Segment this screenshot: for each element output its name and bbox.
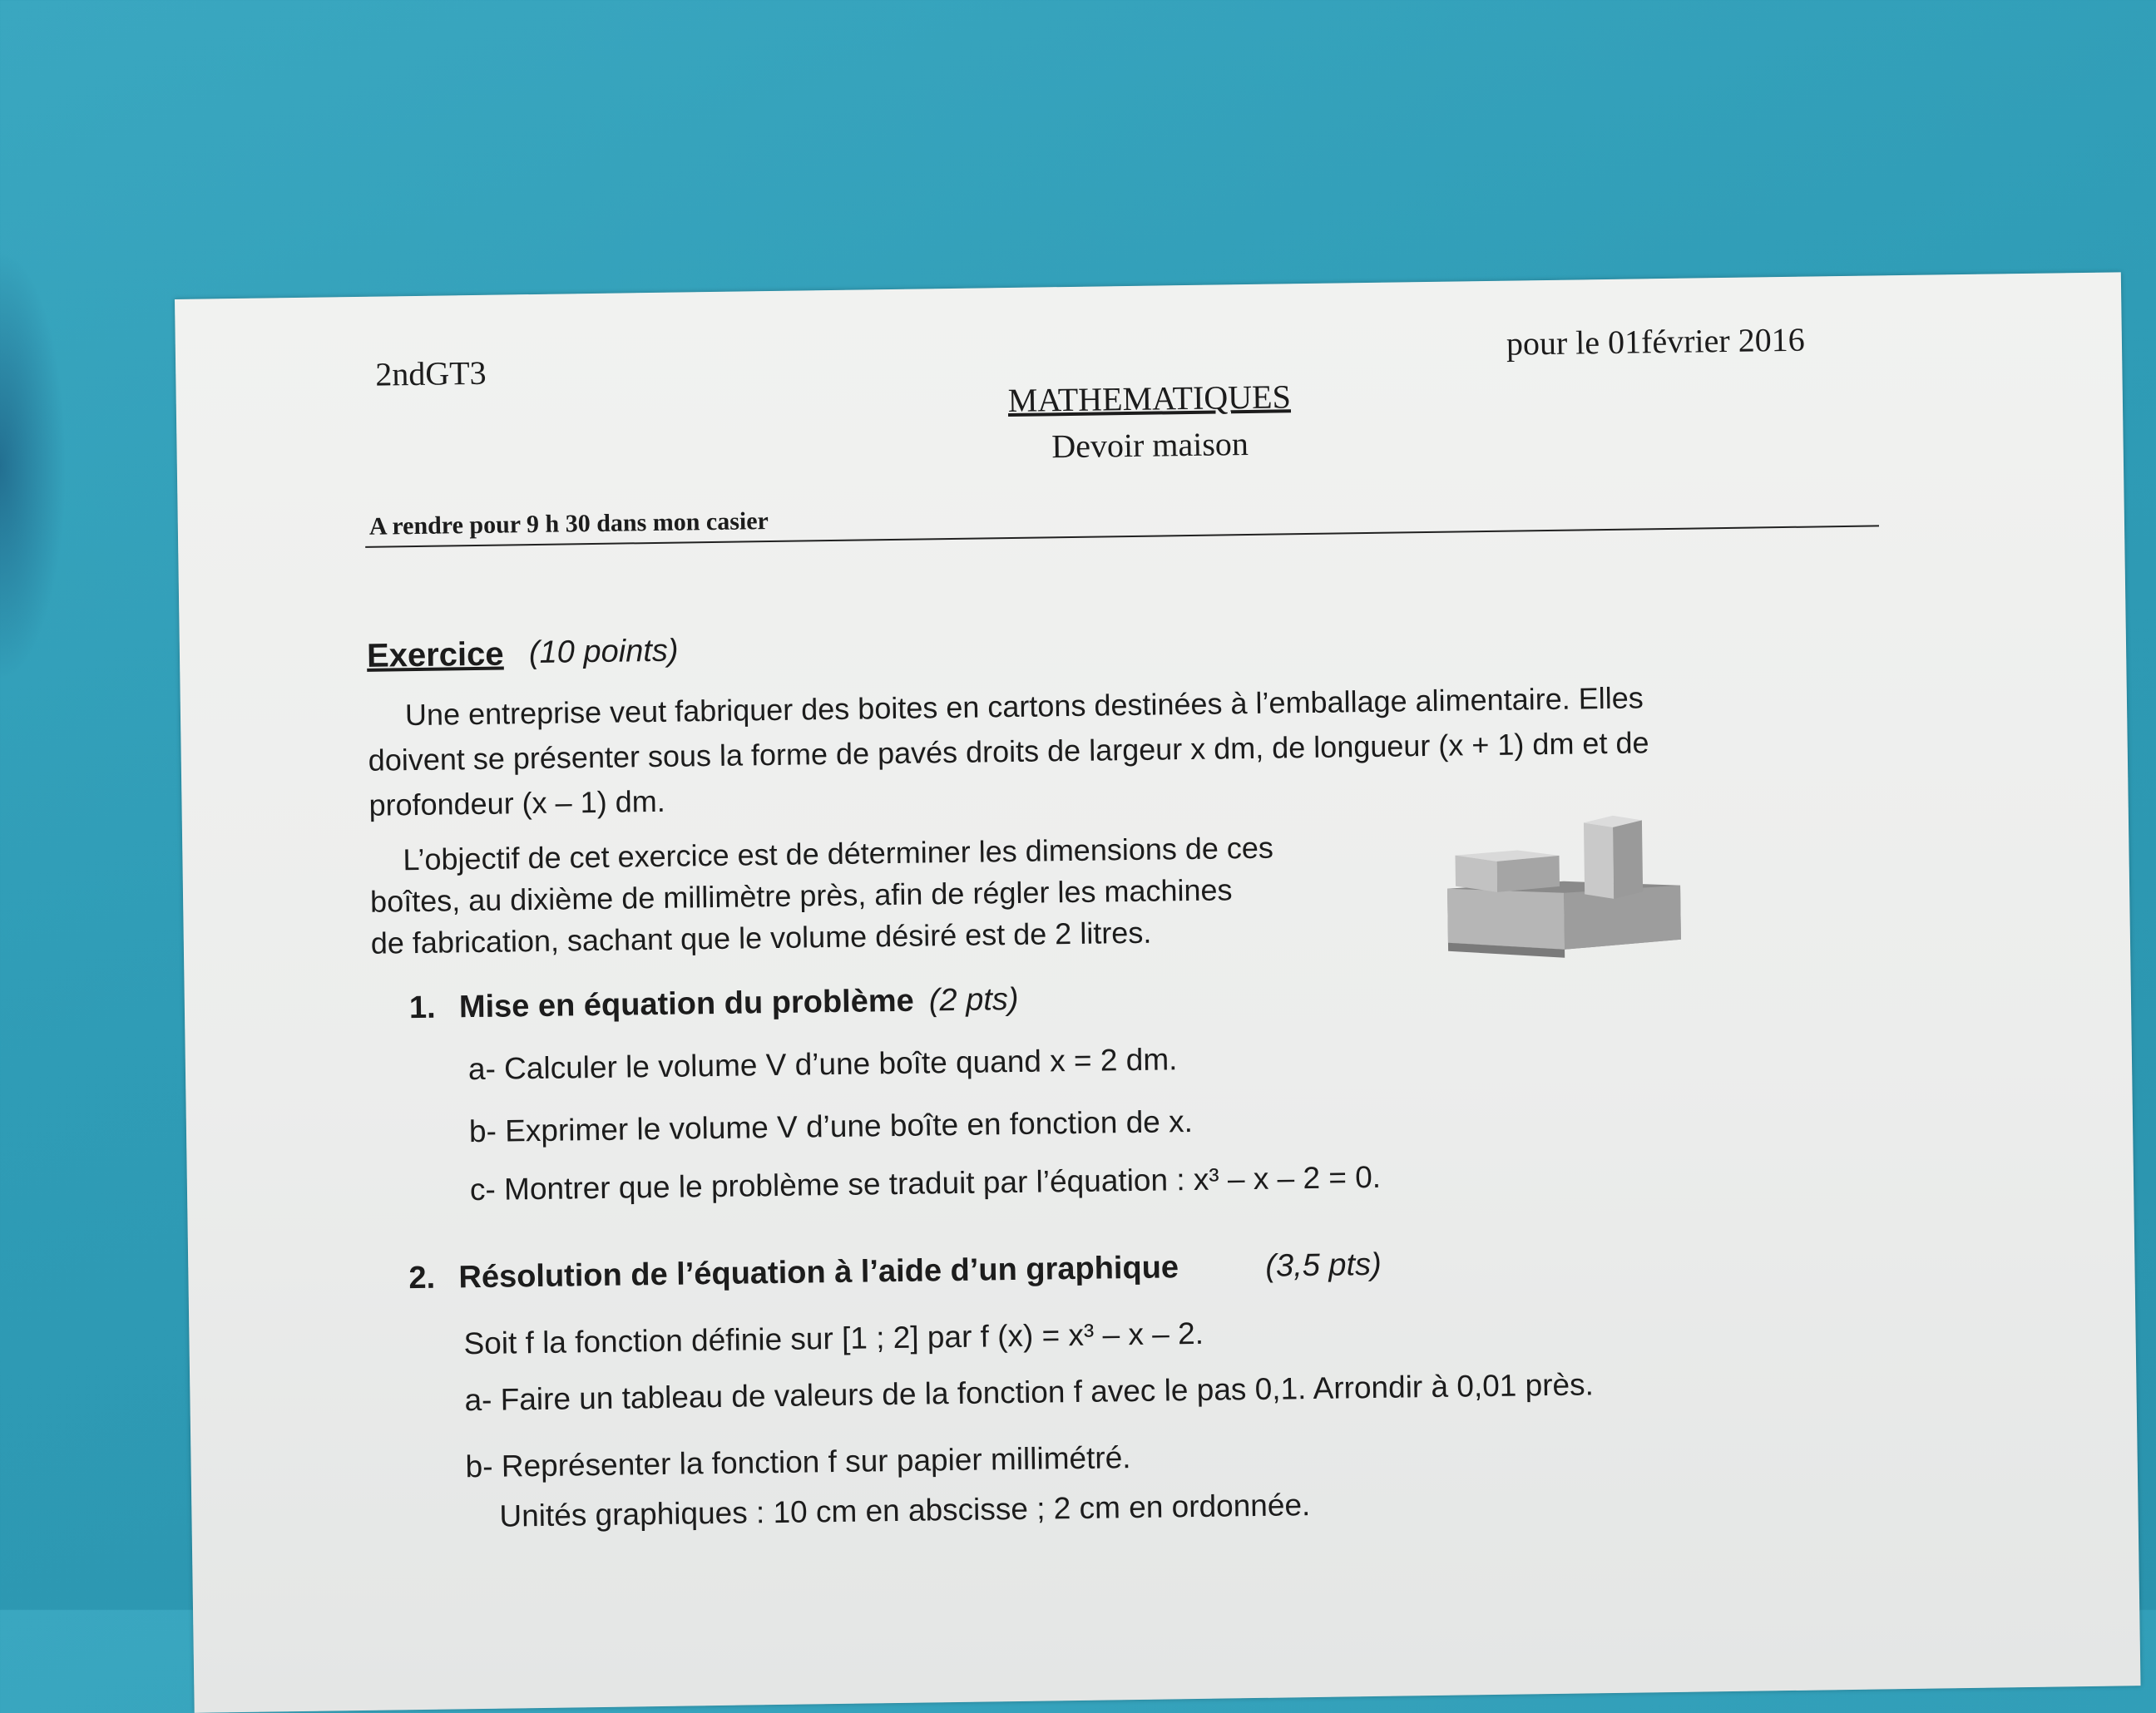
- objective-line-3: de fabrication, sachant que le volume désiré est de 2 litres.: [370, 915, 1152, 960]
- exercise-points: (10 points): [528, 633, 679, 671]
- section-2-points: (3,5 pts): [1265, 1246, 1382, 1284]
- background-shadow: [0, 249, 67, 682]
- section-1-item-a: a- Calculer le volume V d’une boîte quand x = 2 dm.: [467, 1042, 1178, 1087]
- class-code: 2ndGT3: [374, 353, 487, 393]
- section-1-title: Mise en équation du problème: [458, 983, 915, 1025]
- document-type: Devoir maison: [1051, 424, 1249, 466]
- objective-line-2: boîtes, au dixième de millimètre près, afin de régler les machines: [369, 872, 1233, 919]
- section-2-title: Résolution de l’équation à l’aide d’un graphique: [458, 1250, 1179, 1296]
- intro-line-1: Une entreprise veut fabriquer des boites en cartons destinées à l’emballage alimentaire. Elles: [404, 680, 1644, 733]
- section-2-number: 2.: [408, 1260, 436, 1296]
- submission-instruction: A rendre pour 9 h 30 dans mon casier: [368, 507, 769, 541]
- cardboard-boxes-illustration: [1438, 807, 1690, 989]
- due-date: pour le 01février 2016: [1506, 320, 1805, 363]
- section-1-points: (2 pts): [928, 981, 1019, 1019]
- section-2-item-b: b- Représenter la fonction f sur papier millimétré.: [465, 1440, 1131, 1484]
- section-1-item-c: c- Montrer que le problème se traduit par l’équation : x³ – x – 2 = 0.: [469, 1159, 1382, 1207]
- section-2-definition: Soit f la fonction définie sur [1 ; 2] par f (x) = x³ – x – 2.: [463, 1316, 1204, 1361]
- section-2-item-a: a- Faire un tableau de valeurs de la fonction f avec le pas 0,1. Arrondir à 0,01 près.: [464, 1367, 1595, 1418]
- section-1-item-b: b- Exprimer le volume V d’une boîte en fonction de x.: [468, 1104, 1194, 1149]
- homework-sheet: [175, 272, 2141, 1713]
- objective-line-1: L’objectif de cet exercice est de déterminer les dimensions de ces: [403, 830, 1274, 877]
- intro-line-2: doivent se présenter sous la forme de pavés droits de largeur x dm, de longueur (x + 1) dm et de: [368, 725, 1649, 778]
- section-2-units: Unités graphiques : 10 cm en abscisse ; 2 cm en ordonnée.: [499, 1488, 1311, 1533]
- subject-title: MATHEMATIQUES: [1007, 378, 1292, 420]
- exercise-title: Exercice: [366, 635, 504, 674]
- intro-line-3: profondeur (x – 1) dm.: [368, 783, 665, 822]
- section-1-number: 1.: [408, 990, 436, 1026]
